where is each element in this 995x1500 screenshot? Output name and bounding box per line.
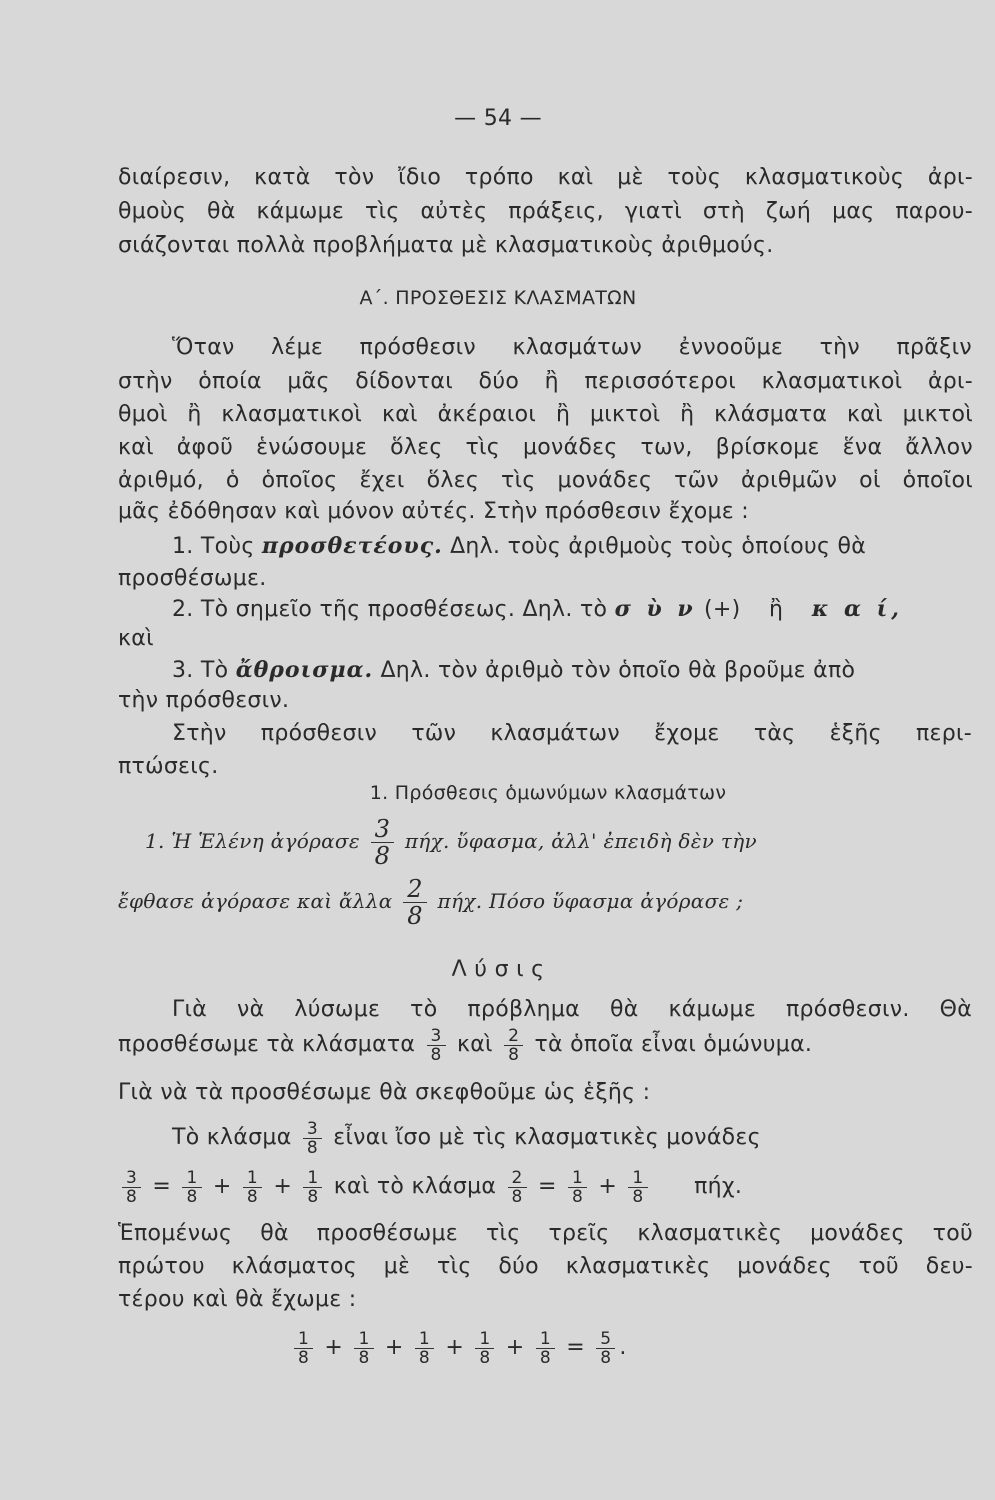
item-sign-continuation: καὶ	[118, 626, 154, 651]
denominator: 8	[504, 1045, 523, 1064]
fraction-1-8	[303, 1169, 322, 1206]
solution-line5-mid: καὶ τὸ κλάσμα	[333, 1174, 497, 1199]
solution-line4-end: εἶναι ἴσο μὲ τὶς κλασματικὲς μονάδες	[333, 1125, 761, 1150]
item-sign	[172, 594, 972, 625]
solution-line2-start: προσθέσωμε τὰ κλάσματα	[118, 1032, 416, 1057]
solution-line-4	[172, 1116, 972, 1160]
problem-fraction-2-numerator: 2	[407, 875, 423, 903]
numerator: 1	[358, 1328, 370, 1349]
solution-line-7: πρώτου κλάσματος μὲ τὶς δύο κλασματικὲς μονάδες τοῦ δευ-	[118, 1254, 973, 1279]
numerator: 1	[571, 1167, 584, 1188]
numerator: 1	[186, 1167, 198, 1188]
solution-line5-end: πήχ.	[694, 1174, 743, 1199]
intro-line-1: διαίρεσιν, κατὰ τὸν ἴδιο τρόπο καὶ μὲ τοὺς κλασματικοὺς ἀρι-	[118, 165, 973, 190]
plus-sign: +	[384, 1335, 404, 1360]
definition-line-5: ἀριθμό, ὁ ὁποῖος ἔχει ὅλες τὶς μονάδες τῶν ἀριθμῶν οἱ ὁποῖοι	[118, 468, 973, 493]
plus-sign: +	[598, 1174, 618, 1199]
definition-line-2: στὴν ὁποία μᾶς δίδονται δύο ἢ περισσότεροι κλασματικοὶ ἀρι-	[118, 369, 973, 394]
denominator: 8	[475, 1348, 494, 1367]
item-sum-continuation: τὴν πρόσθεσιν.	[118, 688, 290, 713]
denominator: 8	[596, 1348, 615, 1367]
item-addends	[172, 531, 972, 562]
definition-line-4: καὶ ἀφοῦ ἑνώσουμε ὅλες τὶς μονάδες των, βρίσκομε ἕνα ἄλλον	[118, 435, 973, 460]
problem-line2-start: ἔφθασε ἀγόρασε καὶ ἄλλα	[118, 889, 393, 913]
problem-fraction-1	[371, 816, 395, 869]
numerator: 2	[508, 1025, 520, 1046]
fraction-1-8	[628, 1169, 647, 1206]
intro-line-2: θμοὺς θὰ κάμωμε τὶς αὐτὲς πράξεις, γιατὶ στὴ ζωή μας παρου-	[118, 199, 973, 224]
fraction-5-8	[596, 1330, 615, 1367]
subsection-title: 1. Πρόσθεσις ὁμωνύμων κλασμάτων	[369, 782, 727, 804]
period: .	[619, 1335, 627, 1360]
item-sign-or: ἢ	[769, 597, 784, 622]
solution-line-6: Ἑπομένως θὰ προσθέσωμε τὶς τρεῖς κλασματικὲς μονάδες τοῦ	[118, 1221, 973, 1246]
fraction-3-8	[427, 1027, 446, 1064]
denominator: 8	[294, 1348, 313, 1367]
numerator: 1	[479, 1328, 491, 1349]
numerator: 1	[418, 1328, 431, 1349]
plus-sign: +	[445, 1335, 465, 1360]
numerator: 1	[298, 1328, 310, 1349]
fraction-3-8	[122, 1169, 141, 1206]
problem-fraction-1-denominator: 8	[371, 842, 395, 869]
item-addends-text: Δηλ. τοὺς ἀριθμοὺς τοὺς ὁποίους θὰ	[450, 534, 867, 559]
denominator: 8	[303, 1187, 322, 1206]
fraction-1-8	[354, 1330, 373, 1367]
plus-sign: +	[212, 1174, 232, 1199]
denominator: 8	[243, 1187, 262, 1206]
item-sign-kai: κ α ί,	[811, 596, 903, 622]
section-title: Α΄. ΠΡΟΣΘΕΣΙΣ ΚΛΑΣΜΑΤΩΝ	[359, 287, 637, 309]
final-equation	[290, 1325, 890, 1371]
item-sum-text: Δηλ. τὸν ἀριθμὸ τὸν ὁποῖο θὰ βροῦμε ἀπὸ	[380, 658, 856, 683]
cases-line-2: πτώσεις.	[118, 754, 219, 779]
fraction-1-8	[475, 1330, 494, 1367]
problem-fraction-1-numerator: 3	[374, 815, 391, 843]
item-sign-syn: σ ὺ ν	[614, 596, 697, 622]
denominator: 8	[508, 1187, 527, 1206]
equals-sign: =	[537, 1174, 557, 1199]
solution-line-5	[118, 1164, 978, 1210]
numerator: 3	[126, 1167, 138, 1188]
denominator: 8	[303, 1138, 322, 1157]
numerator: 3	[306, 1118, 318, 1139]
problem-line-2	[118, 875, 948, 929]
item-sign-plus: (+)	[703, 597, 741, 622]
numerator: 5	[600, 1328, 612, 1349]
numerator: 1	[632, 1167, 644, 1188]
denominator: 8	[122, 1187, 141, 1206]
definition-line-3: θμοὶ ἢ κλασματικοὶ καὶ ἀκέραιοι ἢ μικτοὶ ἢ κλάσματα καὶ μικτοὶ	[118, 402, 973, 427]
denominator: 8	[536, 1348, 555, 1367]
solution-title: Λ ύ σ ι ς	[451, 957, 545, 982]
problem-line-1	[145, 815, 975, 869]
item-addends-term: προσθετέους.	[261, 533, 443, 559]
definition-line-1: Ὅταν λέμε πρόσθεσιν κλασμάτων ἐννοοῦμε τὴν πρᾶξιν	[172, 335, 972, 360]
denominator: 8	[568, 1187, 587, 1206]
solution-line-8: τέρου καὶ θὰ ἔχωμε :	[118, 1287, 357, 1312]
fraction-2-8	[508, 1169, 527, 1206]
solution-line-1: Γιὰ νὰ λύσωμε τὸ πρόβλημα θὰ κάμωμε πρόσθεσιν. Θὰ	[172, 997, 972, 1022]
problem-start: 1. Ἡ Ἑλένη ἀγόρασε	[145, 829, 360, 853]
item-addends-number: 1. Τοὺς	[172, 534, 255, 559]
page-number: — 54 —	[454, 106, 542, 131]
denominator: 8	[427, 1045, 446, 1064]
problem-fraction-2-denominator: 8	[403, 902, 427, 929]
fraction-1-8	[536, 1330, 555, 1367]
definition-line-6: μᾶς ἐδόθησαν καὶ μόνον αὐτές. Στὴν πρόσθεσιν ἔχομε :	[118, 499, 749, 524]
numerator: 1	[246, 1167, 259, 1188]
plus-sign: +	[324, 1335, 344, 1360]
equals-sign: =	[152, 1174, 172, 1199]
denominator: 8	[182, 1187, 201, 1206]
denominator: 8	[628, 1187, 647, 1206]
fraction-1-8	[243, 1169, 262, 1206]
solution-line-3: Γιὰ νὰ τὰ προσθέσωμε θὰ σκεφθοῦμε ὡς ἑξῆς :	[118, 1080, 651, 1105]
item-sum	[172, 655, 972, 686]
plus-sign: +	[505, 1335, 525, 1360]
fraction-1-8	[568, 1169, 587, 1206]
fraction-1-8	[415, 1330, 434, 1367]
problem-fraction-2	[403, 876, 427, 929]
item-addends-continuation: προσθέσωμε.	[118, 566, 267, 591]
numerator: 1	[307, 1167, 319, 1188]
item-sum-number: 3. Τὸ	[172, 658, 229, 683]
solution-line2-end: τὰ ὁποῖα εἶναι ὁμώνυμα.	[534, 1032, 813, 1057]
solution-line2-and: καὶ	[456, 1032, 493, 1057]
item-sign-text: 2. Τὸ σημεῖο τῆς προσθέσεως. Δηλ. τὸ	[172, 597, 608, 622]
problem-mid: πήχ. ὕφασμα, ἀλλ' ἐπειδὴ δὲν τὴν	[404, 829, 757, 853]
problem-line2-end: πήχ. Πόσο ὕφασμα ἀγόρασε ;	[437, 889, 744, 913]
item-sum-term: ἄθροισμα.	[235, 657, 374, 683]
intro-line-3: σιάζονται πολλὰ προβλήματα μὲ κλασματικοὺς ἀριθμούς.	[118, 233, 774, 258]
plus-sign: +	[273, 1174, 293, 1199]
cases-line-1: Στὴν πρόσθεσιν τῶν κλασμάτων ἔχομε τὰς ἑξῆς περι-	[172, 721, 972, 746]
fraction-2-8	[504, 1027, 523, 1064]
fraction-1-8	[182, 1169, 201, 1206]
solution-line4-start: Τὸ κλάσμα	[172, 1125, 292, 1150]
fraction-1-8	[294, 1330, 313, 1367]
numerator: 3	[430, 1025, 442, 1046]
fraction-3-8	[303, 1120, 322, 1157]
denominator: 8	[354, 1348, 373, 1367]
denominator: 8	[415, 1348, 434, 1367]
numerator: 2	[511, 1167, 523, 1188]
solution-line-2	[118, 1023, 978, 1067]
numerator: 1	[539, 1328, 551, 1349]
equals-sign: =	[566, 1335, 585, 1360]
